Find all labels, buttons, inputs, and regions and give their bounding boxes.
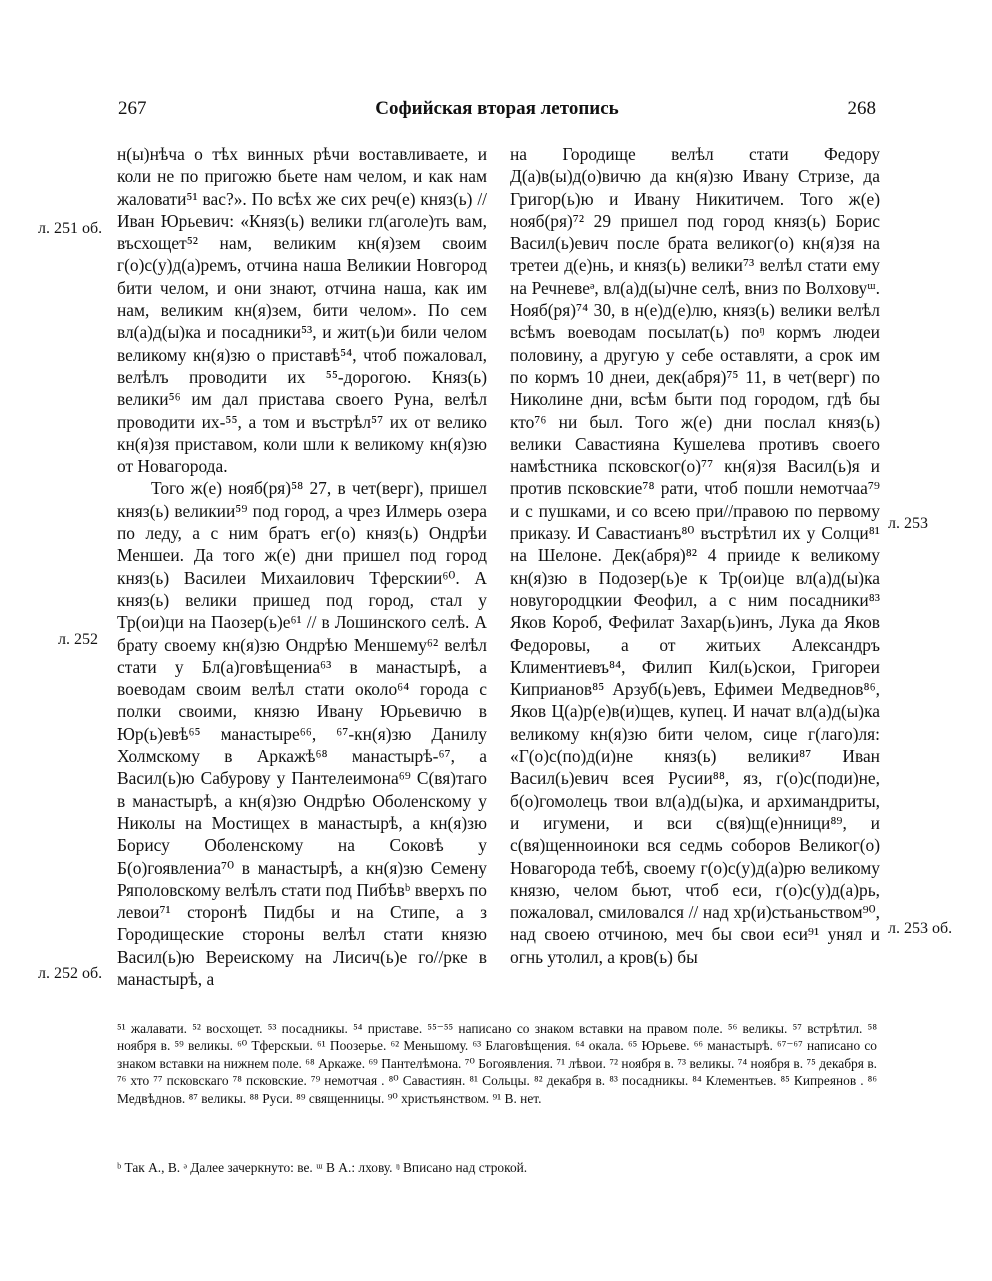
margin-note-253ob: л. 253 об. <box>888 920 953 937</box>
margin-note-251ob: л. 251 об. <box>38 220 103 237</box>
margin-note-252: л. 252 <box>58 631 98 648</box>
margin-note-253: л. 253 <box>888 515 928 532</box>
paragraph: на Городище велѣл стати Федору Д(а)в(ы)д(о)вичю да кн(я)зю Ивану Стризе, да Григор(ь)ю и Ивану Никитичем. Того ж(е) нояб(ря)⁷² 29 пришел под город княз(ь) Борис Васил(ь)евич после брата великог(о) кн(я)зя на третеи д(е)нь, и княз(ь) велики⁷³ велѣл стати ему на Речневеᵊ, вл(а)д(ы)чне селѣ, вниз по Волховуᵚ. Нояб(ря)⁷⁴ 30, в н(е)д(е)лю, княз(ь) велики велѣл всѣмъ воеводам посылат(ь) поᵑ кормъ людеи половину, а другую у себе оставляти, а срок им по кормъ 10 днеи, дек(абря)⁷⁵ 11, в чет(верг) по Николине дни, всѣм быти под городом, гдѣ бы кто⁷⁶ ни был. Того ж(е) дни послал княз(ь) велики Савастияна Кушелева противъ своего намѣстника псковског(о)⁷⁷ кн(я)зя Васил(ь)я и против псковские⁷⁸ рати, чтоб пошли немотчаа⁷⁹ и с пушками, и со всею при//правою по первому приказу. И Савастианъ⁸⁰ въстрѣтил их у Солци⁸¹ на Шелоне. Дек(абря)⁸² 4 прииде к великому кн(я)зю в Подозер(ь)е к Тр(ои)це вл(а)д(ы)ка новугородцкии Феофил, а с ним посадники⁸³ Яков Короб, Фефилат Захар(ь)инъ, Лука да Яков Федоровы, а от житьих Александръ Климентиевъ⁸⁴, Филип Кил(ь)скои, Григореи Киприанов⁸⁵ Арзуб(ь)евъ, Ефимеи Медведнов⁸⁶, Яков Ц(а)р(е)в(и)щев, купец. И начат вл(а)д(ы)ка великому кн(я)зю бити челом, сице г(лаго)ля: «Г(о)с(по)д(и)не княз(ь) велики⁸⁷ Иван Васил(ь)евич всея Русии⁸⁸, яз, г(о)с(поди)не, б(о)гомолець твои вл(а)д(ы)ка, и архимандриты, и игумени, и вси с(вя)щ(е)нници⁸⁹, и с(вя)щенноиноки вся седмь соборов Великог(о) Новагорода тебѣ, своему г(о)с(у)д(а)рю великому князю, челом бьют, чтоб еси, г(о)с(у)д(а)рь, пожаловал, смиловался // над хр(и)стьаньством⁹⁰, над своею отчиною, меч бы свои еси⁹¹ унял и огнь утолил, а кров(ь) бы <box>510 144 880 967</box>
footnotes <box>117 1020 877 1107</box>
page-number-left: 267 <box>118 98 147 119</box>
paragraph: Того ж(е) нояб(ря)⁵⁸ 27, в чет(верг), пришел княз(ь) великии⁵⁹ под город, а чрез Илмерь озера по леду, а с ним братъ ег(о) княз(ь) Ондрѣи Меншеи. Да того ж(е) дни пришел под город княз(ь) Василеи Михаилович Тферскии⁶⁰. А княз(ь) велики пришед под город, стал у Тр(ои)ци на Паозер(ь)е⁶¹ // в Лошинского селѣ. А брату своему кн(я)зю Ондрѣю Меншему⁶² велѣл стати у Бл(а)говѣщениа⁶³ в манастырѣ, а воеводам своим велѣл стати около⁶⁴ города с полки своими, князю Ивану Юрьевичю в Юр(ь)евѣ⁶⁵ манастыре⁶⁶, ⁶⁷-кн(я)зю Данилу Холмскому в Аркажѣ⁶⁸ манастырѣ-⁶⁷, а Васил(ь)ю Сабурову у Пантелеимона⁶⁹ С(вя)таго в манастырѣ, а кн(я)зю Ондрѣю Оболенскому у Николы на Мостищех в манастырѣ, а кн(я)зю Борису Оболенскому на Соковѣ у Б(о)гоявлениа⁷⁰ в манастырѣ, а кн(я)зю Семену Ряполовскому велѣлъ стати под Пибѣвᵇ вверхъ по левои⁷¹ сторонѣ Пидбы и на Стипе, а з Городищеские стороны велѣл стати князю Васил(ь)ю Вереискому на Лисич(ь)е го//рке в манастырѣ, а <box>117 478 487 989</box>
right-column <box>510 143 880 968</box>
page-header <box>118 98 876 124</box>
footnote-text: ⁵¹ жалавати. ⁵² восхощет. ⁵³ посадникы. ⁵⁴ приставе. ⁵⁵⁻⁵⁵ написано со знаком вставки на правом поле. ⁵⁶ великы. ⁵⁷ встрѣтил. ⁵⁸ ноября в. ⁵⁹ великы. ⁶⁰ Тферскыи. ⁶¹ Поозерье. ⁶² Меньшому. ⁶³ Благовѣщения. ⁶⁴ окала. ⁶⁵ Юрьеве. ⁶⁶ манастырѣ. ⁶⁷⁻⁶⁷ написано со знаком вставки на нижнем поле. ⁶⁸ Аркаже. ⁶⁹ Пантелѣмона. ⁷⁰ Богоявления. ⁷¹ лѣвои. ⁷² ноября в. ⁷³ великы. ⁷⁴ ноября в. ⁷⁵ декабря в. ⁷⁶ хто ⁷⁷ псковскаго ⁷⁸ псковские. ⁷⁹ немотчая . ⁸⁰ Савастиян. ⁸¹ Сольцы. ⁸² декабря в. ⁸³ посадникы. ⁸⁴ Клементьев. ⁸⁵ Кипреянов . ⁸⁶ Медвѣднов. ⁸⁷ великы. ⁸⁸ Руси. ⁸⁹ священницы. ⁹⁰ христьянством. ⁹¹ В. нет. <box>117 1021 877 1106</box>
page-title: Софийская вторая летопись <box>375 98 619 119</box>
margin-note-252ob: л. 252 об. <box>38 965 103 982</box>
page-number-right: 268 <box>847 98 876 119</box>
letter-notes <box>117 1159 877 1176</box>
letter-note-text: ᵇ Так А., В. ᵊ Далее зачеркнуто: ве. ᵚ В А.: лхову. ᵑ Вписано над строкой. <box>117 1160 528 1175</box>
left-column <box>117 143 487 990</box>
paragraph: н(ы)нѣча о тѣх винных рѣчи воставливаете, и коли не по пригожю бьете нам челом, и как нам жаловати⁵¹ вас?». По всѣх же сих реч(е) княз(ь) // Иван Юрьевич: «Княз(ь) велики гл(аголе)ть вам, въсхощет⁵² нам, великим кн(я)зем своим г(о)с(у)д(а)ремъ, отчина наша Великии Новгород бити челом, и они знают, отчина наша, как им нам, великим кн(я)зем, бити челом». По сем вл(а)д(ы)ка и посадники⁵³, и жит(ь)и били челом великому кн(я)зю о приставѣ⁵⁴, чтоб пожаловал, велѣлъ проводити их ⁵⁵-дорогою. Княз(ь) велики⁵⁶ им дал пристава своего Руна, велѣл проводити их-⁵⁵, а том и въстрѣл⁵⁷ их от велико кн(я)зя приставом, коли шли к великому кн(я)зю от Новагорода. <box>117 144 487 477</box>
